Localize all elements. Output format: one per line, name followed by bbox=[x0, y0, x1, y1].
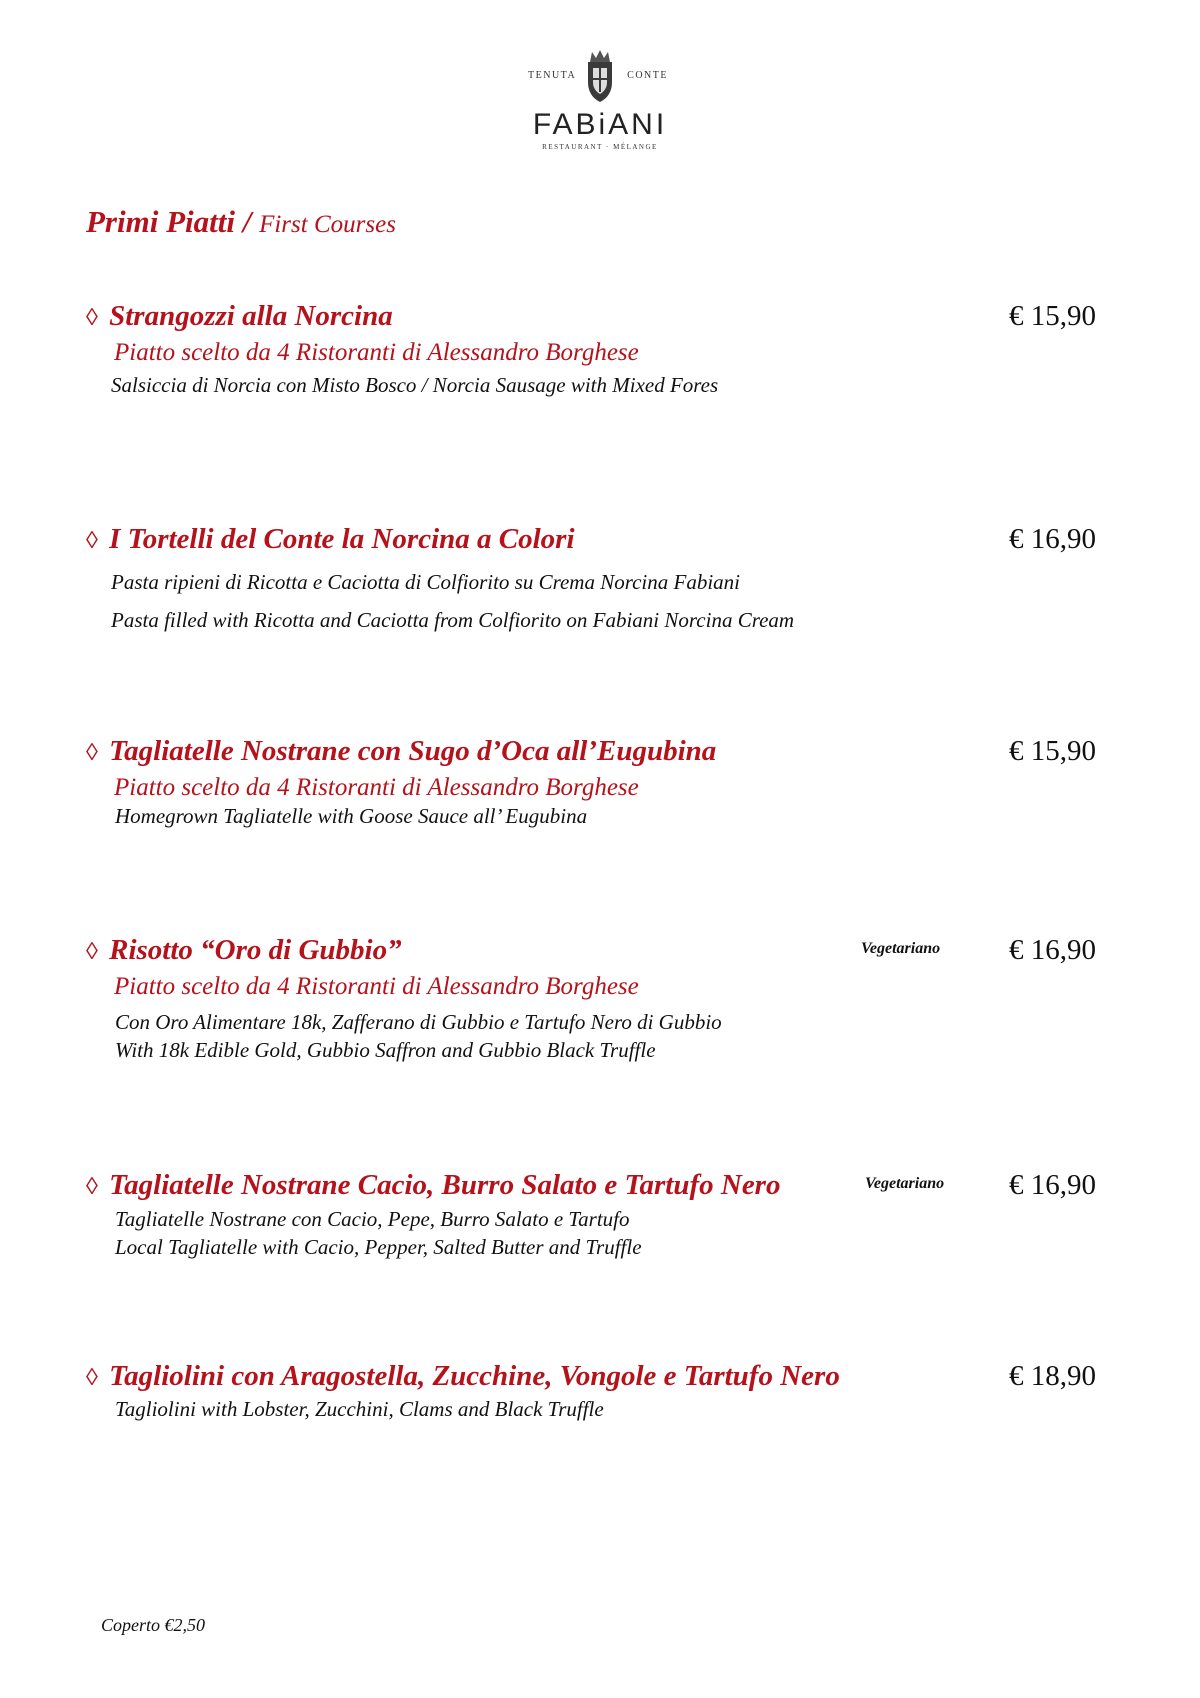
cover-charge: Coperto €2,50 bbox=[101, 1615, 206, 1635]
dish-price: € 16,90 bbox=[1009, 523, 1096, 555]
dish-note: Piatto scelto da 4 Ristoranti di Alessandro Borghese bbox=[114, 973, 639, 1000]
dish-description: Pasta ripieni di Ricotta e Caciotta di Colfiorito su Crema Norcina Fabiani bbox=[111, 570, 741, 594]
dish-description-english: Pasta filled with Ricotta and Caciotta from Colfiorito on Fabiani Norcina Cream bbox=[111, 608, 795, 632]
restaurant-logo bbox=[520, 40, 680, 160]
logo-brand: FABiANI bbox=[532, 108, 668, 141]
dish-price: € 18,90 bbox=[1009, 1360, 1096, 1392]
dish-description: Salsiccia di Norcia con Misto Bosco / Norcia Sausage with Mixed Fores bbox=[111, 373, 719, 397]
dish-price: € 16,90 bbox=[1009, 1169, 1096, 1201]
dish-description-english: With 18k Edible Gold, Gubbio Saffron and Gubbio Black Truffle bbox=[115, 1038, 656, 1062]
dish-description-english: Local Tagliatelle with Cacio, Pepper, Salted Butter and Truffle bbox=[115, 1235, 642, 1259]
vegetarian-badge: Vegetariano bbox=[861, 940, 941, 957]
dish-title bbox=[86, 1167, 1096, 1205]
dish-title bbox=[86, 932, 1096, 970]
section-title-italian: Primi Piatti / bbox=[86, 204, 252, 239]
dish-description: Con Oro Alimentare 18k, Zafferano di Gubbio e Tartufo Nero di Gubbio bbox=[115, 1010, 722, 1034]
dish-description: Tagliatelle Nostrane con Cacio, Pepe, Burro Salato e Tartufo bbox=[115, 1207, 630, 1231]
diamond-icon: ◊ bbox=[86, 1365, 98, 1391]
dish-name: I Tortelli del Conte la Norcina a Colori bbox=[109, 523, 575, 555]
dish-name: Tagliolini con Aragostella, Zucchine, Vongole e Tartufo Nero bbox=[109, 1360, 840, 1392]
dish-description: Tagliolini with Lobster, Zucchini, Clams and Black Truffle bbox=[115, 1397, 604, 1421]
menu-item bbox=[86, 733, 1096, 831]
menu-item bbox=[86, 521, 1096, 635]
dish-price: € 15,90 bbox=[1009, 735, 1096, 767]
menu-item bbox=[86, 932, 1096, 1064]
dish-note: Piatto scelto da 4 Ristoranti di Alessandro Borghese bbox=[114, 339, 639, 366]
dish-name: Risotto “Oro di Gubbio” bbox=[109, 934, 402, 966]
dish-name: Tagliatelle Nostrane con Sugo d’Oca all’Eugubina bbox=[109, 735, 717, 767]
section-title bbox=[86, 204, 396, 240]
dish-title bbox=[86, 733, 1096, 771]
section-title-english: First Courses bbox=[259, 211, 396, 238]
diamond-icon: ◊ bbox=[86, 528, 98, 554]
dish-description: Homegrown Tagliatelle with Goose Sauce all’ Eugubina bbox=[115, 804, 588, 828]
menu-item bbox=[86, 1167, 1096, 1261]
logo-word-tenuta: TENUTA bbox=[528, 70, 577, 81]
dish-title bbox=[86, 298, 1096, 336]
dish-title bbox=[86, 521, 1096, 559]
dish-name: Strangozzi alla Norcina bbox=[109, 300, 393, 332]
dish-name: Tagliatelle Nostrane Cacio, Burro Salato e Tartufo Nero bbox=[109, 1169, 781, 1201]
diamond-icon: ◊ bbox=[86, 1174, 98, 1200]
dish-price: € 15,90 bbox=[1009, 300, 1096, 332]
logo-subtitle: RESTAURANT · MÉLANGE bbox=[542, 143, 658, 151]
dish-title bbox=[86, 1358, 1096, 1396]
logo-word-conte: CONTE bbox=[627, 70, 668, 81]
crest-icon bbox=[584, 48, 616, 104]
diamond-icon: ◊ bbox=[86, 305, 98, 331]
dish-note: Piatto scelto da 4 Ristoranti di Alessandro Borghese bbox=[114, 774, 639, 801]
dish-price: € 16,90 bbox=[1009, 934, 1096, 966]
menu-item bbox=[86, 298, 1096, 400]
menu-item bbox=[86, 1358, 1096, 1422]
diamond-icon: ◊ bbox=[86, 740, 98, 766]
vegetarian-badge: Vegetariano bbox=[865, 1175, 945, 1192]
diamond-icon: ◊ bbox=[86, 939, 98, 965]
